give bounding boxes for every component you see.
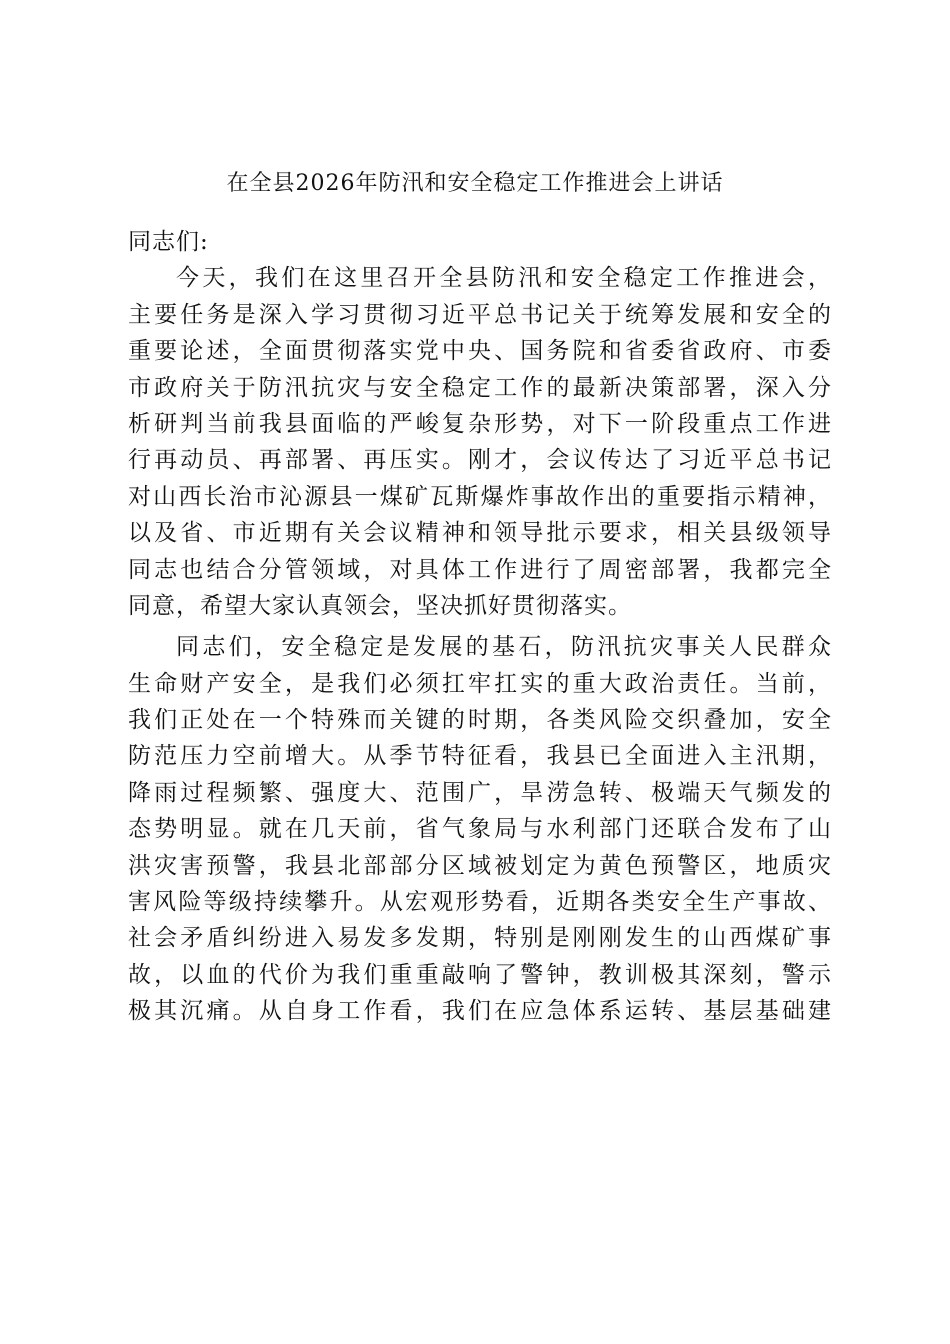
paragraph-line: 社会矛盾纠纷进入易发多发期，特别是刚刚发生的山西煤矿事 — [128, 925, 832, 952]
paragraph-line: 对山西长治市沁源县一煤矿瓦斯爆炸事故作出的重要指示精神， — [128, 483, 832, 510]
paragraph-line: 同志也结合分管领域，对具体工作进行了周密部署，我都完全 — [128, 556, 832, 583]
paragraph-2 — [128, 629, 832, 1029]
paragraph-line: 行再动员、再部署、再压实。刚才，会议传达了习近平总书记 — [128, 447, 832, 474]
paragraph-line: 防范压力空前增大。从季节特征看，我县已全面进入主汛期， — [128, 743, 832, 770]
paragraph-1 — [128, 260, 832, 624]
paragraph-line: 析研判当前我县面临的严峻复杂形势，对下一阶段重点工作进 — [128, 410, 832, 437]
paragraph-line: 故，以血的代价为我们重重敲响了警钟，教训极其深刻，警示 — [128, 961, 832, 988]
paragraph-line: 今天，我们在这里召开全县防汛和安全稳定工作推进会， — [176, 265, 832, 292]
paragraph-line: 洪灾害预警，我县北部部分区域被划定为黄色预警区，地质灾 — [128, 852, 832, 879]
paragraph-line: 害风险等级持续攀升。从宏观形势看，近期各类安全生产事故、 — [128, 889, 832, 916]
paragraph-line: 降雨过程频繁、强度大、范围广，旱涝急转、极端天气频发的 — [128, 779, 832, 806]
paragraph-line: 我们正处在一个特殊而关键的时期，各类风险交织叠加，安全 — [128, 707, 832, 734]
paragraph-line: 同志们，安全稳定是发展的基石，防汛抗灾事关人民群众 — [176, 634, 832, 661]
paragraph-line: 主要任务是深入学习贯彻习近平总书记关于统筹发展和安全的 — [128, 301, 832, 328]
paragraph-line: 市政府关于防汛抗灾与安全稳定工作的最新决策部署，深入分 — [128, 374, 832, 401]
document-title: 在全县2026年防汛和安全稳定工作推进会上讲话 — [226, 171, 724, 196]
salutation: 同志们: — [128, 229, 209, 255]
paragraph-line: 态势明显。就在几天前，省气象局与水利部门还联合发布了山 — [128, 816, 832, 843]
paragraph-line: 以及省、市近期有关会议精神和领导批示要求，相关县级领导 — [128, 520, 832, 547]
document-body — [128, 224, 832, 1030]
paragraph-line: 同意，希望大家认真领会，坚决抓好贯彻落实。 — [128, 592, 632, 619]
paragraph-line: 重要论述，全面贯彻落实党中央、国务院和省委省政府、市委 — [128, 338, 832, 365]
paragraph-line: 极其沉痛。从自身工作看，我们在应急体系运转、基层基础建 — [128, 998, 832, 1025]
paragraph-line: 生命财产安全，是我们必须扛牢扛实的重大政治责任。当前， — [128, 670, 832, 697]
